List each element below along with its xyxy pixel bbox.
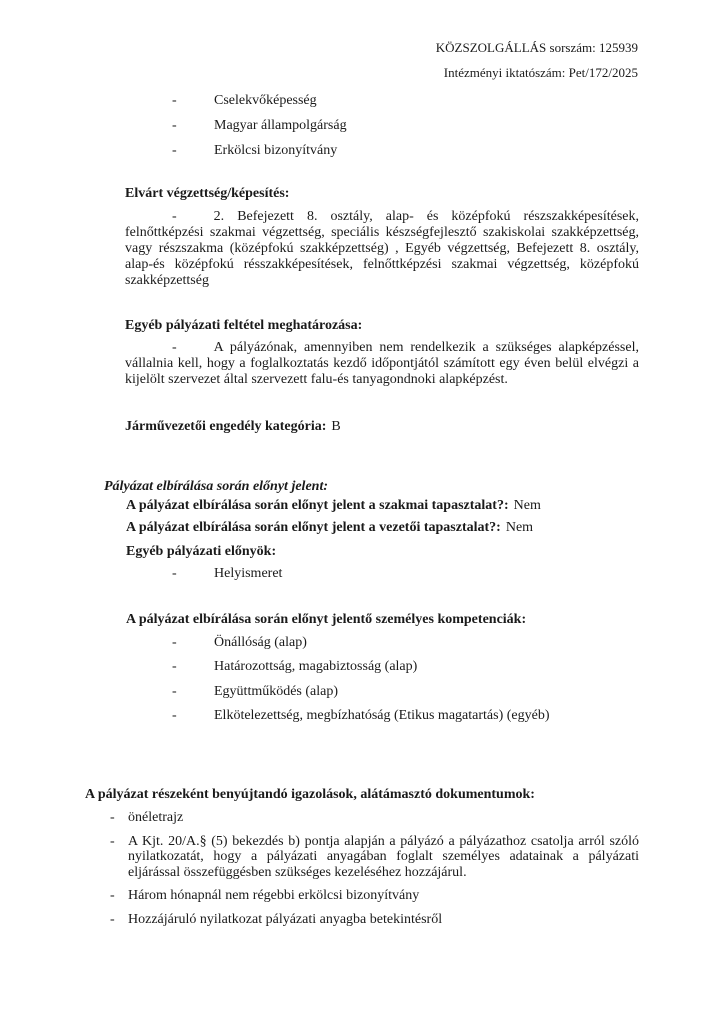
other-condition-paragraph [125, 340, 639, 388]
driving-license-label: Járművezetői engedély kategória: [125, 419, 327, 434]
documents-list [85, 810, 639, 936]
header-registry-number: Intézményi iktatószám: Pet/172/2025 [443, 65, 638, 80]
competency-item [0, 708, 664, 724]
dash-marker: - [172, 209, 177, 224]
dash-marker: - [172, 684, 177, 699]
advantage-question-label: A pályázat elbírálása során előnyt jelent a szakmai tapasztalat?: [126, 498, 509, 513]
dash-marker: - [172, 659, 177, 674]
document-item-text: önéletrajz [128, 810, 184, 825]
competency-item [0, 659, 664, 675]
education-paragraph-text: 2. Befejezett 8. osztály, alap- és középfokú részszakképesítések, felnőttképzési szakmai végzettség, speciális készségfejlesztő szakiskolai szakképzettség, vagy részszakma (középfokú szakképzettség) , Egyéb végzettség, Befejezett 8. osztály, alap-és középfokú résszakképesítések, felnőttképzési szakmai végzettség, középfokú szakképzettség [125, 209, 639, 288]
requirement-item-text: Erkölcsi bizonyítvány [214, 143, 338, 158]
dash-marker: - [172, 566, 177, 581]
section-heading-advantages: Pályázat elbírálása során előnyt jelent: [104, 479, 328, 494]
section-heading-education: Elvárt végzettség/képesítés: [125, 186, 290, 201]
advantage-question-line [126, 520, 533, 536]
advantage-question-label: A pályázat elbírálása során előnyt jelent a vezetői tapasztalat?: [126, 520, 501, 535]
dash-marker: - [110, 911, 115, 927]
document-item-text: Három hónapnál nem régebbi erkölcsi bizonyítvány [128, 888, 420, 904]
dash-marker: - [172, 118, 177, 133]
dash-marker: - [172, 340, 177, 355]
competency-item-text: Határozottság, magabiztosság (alap) [214, 659, 418, 674]
requirement-item [0, 93, 664, 109]
requirement-item [0, 143, 664, 159]
competency-item-text: Önállóság (alap) [214, 635, 307, 650]
document-item [85, 834, 639, 881]
dash-marker: - [110, 833, 115, 849]
other-advantage-item [0, 566, 664, 582]
document-item-text: Hozzájáruló nyilatkozat pályázati anyagba betekintésről [128, 911, 443, 927]
advantage-question-answer: Nem [513, 498, 541, 513]
requirement-item-text: Magyar állampolgárság [214, 118, 347, 133]
other-condition-paragraph-text: A pályázónak, amennyiben nem rendelkezik a szükséges alapképzéssel, vállalnia kell, hogy a foglalkoztatás kezdő időpontjától számított egy éven belül elvégzi a kijelölt szervezet által szervezett falu-és tanyagondnoki alapképzést. [125, 340, 639, 387]
section-heading-other-advantages: Egyéb pályázati előnyök: [126, 544, 277, 559]
document-item [85, 810, 639, 826]
driving-license-line [125, 419, 341, 435]
competency-item [0, 635, 664, 651]
driving-license-value: B [331, 419, 341, 434]
advantage-question-answer: Nem [505, 520, 534, 535]
section-heading-competencies: A pályázat elbírálása során előnyt jelentő személyes kompetenciák: [126, 612, 527, 627]
competency-item [0, 684, 664, 700]
dash-marker: - [172, 635, 177, 650]
header-serial-number: KÖZSZOLGÁLLÁS sorszám: 125939 [435, 40, 638, 55]
section-heading-other-condition: Egyéb pályázati feltétel meghatározása: [125, 318, 363, 333]
education-paragraph [125, 209, 639, 289]
dash-marker: - [172, 93, 177, 108]
competency-item-text: Együttműködés (alap) [214, 684, 339, 699]
document-item [85, 912, 639, 928]
document-item [85, 888, 639, 904]
dash-marker: - [172, 708, 177, 723]
dash-marker: - [172, 143, 177, 158]
requirement-item-text: Cselekvőképesség [214, 93, 317, 108]
dash-marker: - [110, 810, 115, 825]
section-heading-documents: A pályázat részeként benyújtandó igazolások, alátámasztó dokumentumok: [85, 787, 535, 802]
other-advantage-item-text: Helyismeret [214, 566, 283, 581]
document-item-text: A Kjt. 20/A.§ (5) bekezdés b) pontja alapján a pályázó a pályázathoz csatolja arról szóló nyilatkozatát, hogy a pályázati anyagában foglalt személyes adatainak a pályázati eljárással összefüggésben szükséges kezeléséhez hozzájárul. [128, 833, 639, 880]
requirement-item [0, 118, 664, 134]
competency-item-text: Elkötelezettség, megbízhatóság (Etikus magatartás) (egyéb) [214, 708, 550, 723]
advantage-question-line [126, 498, 541, 514]
dash-marker: - [110, 888, 115, 904]
